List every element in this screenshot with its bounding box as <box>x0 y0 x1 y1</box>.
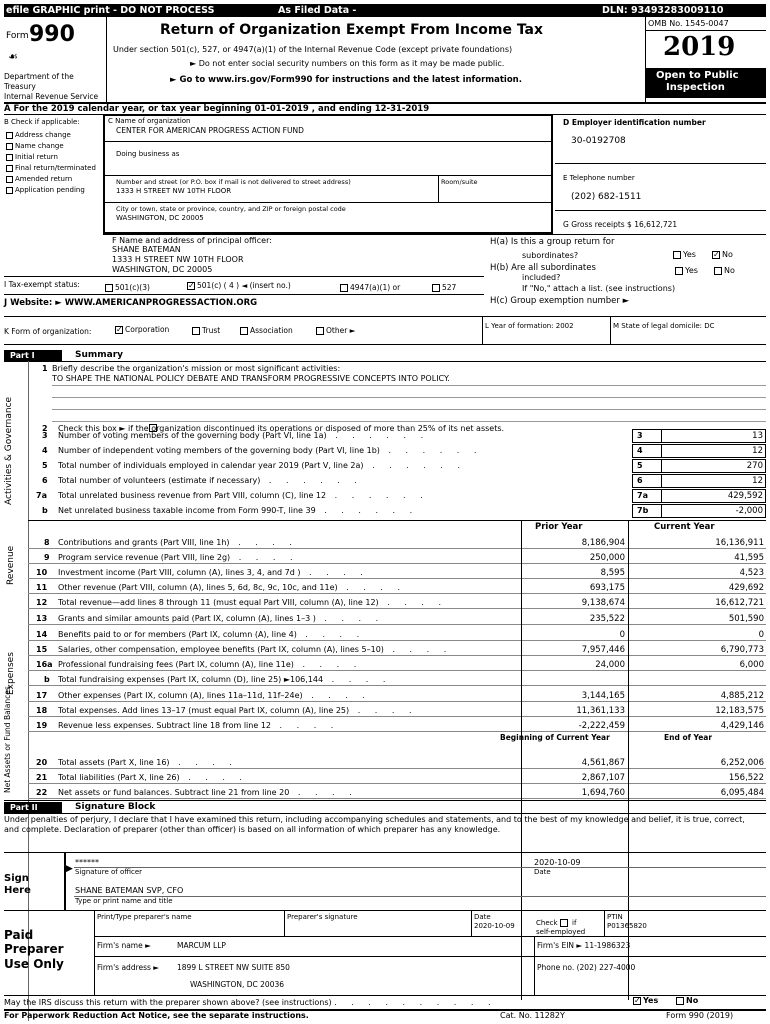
k-assoc-checkbox[interactable] <box>240 327 248 335</box>
leader-dots: . . . . <box>323 675 392 684</box>
row-divider <box>28 670 766 671</box>
expenses-line-num: 15 <box>36 645 48 654</box>
section-b-item-label: Name change <box>15 142 64 150</box>
activity-box-num: 7b <box>632 504 662 518</box>
opt-501c-checkbox[interactable]: ✓ <box>188 281 195 290</box>
ha-label: H(a) Is this a group return for <box>490 237 615 247</box>
dept-line3: Internal Revenue Service <box>4 92 99 101</box>
activity-label <box>58 476 363 485</box>
expenses-prior: -2,222,459 <box>578 721 625 731</box>
expenses-line-num: 18 <box>36 706 48 715</box>
section-b-checkbox[interactable] <box>6 187 13 194</box>
row-divider <box>28 798 766 799</box>
city-label: City or town, state or province, country, and ZIP or foreign postal code <box>116 205 346 213</box>
org-name: CENTER FOR AMERICAN PROGRESS ACTION FUND <box>116 126 304 135</box>
expenses-line-num: 16a <box>36 660 53 669</box>
hb-no-checkbox[interactable] <box>714 267 722 275</box>
revenue-label <box>58 553 299 562</box>
goto-note: ► Go to www.irs.gov/Form990 for instructions and the latest information. <box>170 75 522 85</box>
activity-value: 13 <box>662 429 766 443</box>
expenses-label-text: Total expenses. Add lines 13–17 (must equal Part IX, column (A), line 25) <box>58 706 350 715</box>
hb-yes[interactable]: Yes <box>675 266 698 275</box>
leader-dots: . . . . <box>293 660 363 669</box>
k-assoc[interactable]: Association <box>240 326 293 335</box>
activity-line-num: 5 <box>42 461 48 470</box>
row-divider <box>28 731 766 732</box>
discuss-yes-checkbox[interactable]: ✓ <box>634 995 641 1005</box>
signature-label: Signature of officer <box>75 868 143 876</box>
netassets-label-text: Total assets (Part X, line 16) <box>58 758 170 767</box>
activity-line-num: 4 <box>42 446 48 455</box>
activity-box-num: 4 <box>632 444 662 458</box>
side-activities: Activities & Governance <box>4 396 14 505</box>
ein-value: 30-0192708 <box>571 136 626 146</box>
leader-dots: . . . . . . <box>326 491 429 500</box>
activity-line-num: 3 <box>42 431 48 440</box>
current-year-header: Current Year <box>654 522 715 532</box>
eagle-icon: ☙ <box>8 50 18 63</box>
expenses-label <box>58 614 384 623</box>
self-employed[interactable]: Check if <box>536 919 577 927</box>
part2-tag: Part II <box>4 802 62 813</box>
discuss-no-checkbox[interactable] <box>676 997 684 1005</box>
netassets-line-num: 21 <box>36 773 48 782</box>
section-b-checkbox[interactable] <box>6 143 13 150</box>
activity-value: -2,000 <box>662 504 766 518</box>
leader-dots: . . . . <box>230 553 299 562</box>
dept-line2: Treasury <box>4 82 36 91</box>
activity-value: 270 <box>662 459 766 473</box>
section-b-item-label: Application pending <box>15 186 85 194</box>
section-b-item-label: Amended return <box>15 175 73 183</box>
signature-date: 2020-10-09 <box>534 858 581 867</box>
revenue-label <box>58 598 447 607</box>
phone-label: E Telephone number <box>563 174 635 182</box>
expenses-label-text: Benefits paid to or for members (Part IX, column (A), line 4) <box>58 630 297 639</box>
gross-receipts: G Gross receipts $ 16,612,721 <box>563 220 678 229</box>
signature-arrow-icon: ▶ <box>66 864 73 874</box>
paid-label2: Preparer <box>4 942 64 956</box>
expenses-label-text: Total fundraising expenses (Part IX, column (D), line 25) ►106,144 <box>58 675 324 684</box>
discuss-yes[interactable]: ✓ Yes <box>634 995 659 1005</box>
preparer-date: 2020-10-09 <box>474 922 515 930</box>
phone-value: (202) 682-1511 <box>571 192 642 202</box>
activity-label <box>58 461 466 470</box>
pra-notice: For Paperwork Reduction Act Notice, see the separate instructions. <box>4 1011 309 1020</box>
opt-4947-checkbox[interactable] <box>340 284 348 292</box>
leader-dots: . . . . <box>179 773 248 782</box>
mission-text: TO SHAPE THE NATIONAL POLICY DEBATE AND TRANSFORM PROGRESSIVE CONCEPTS INTO POLICY. <box>52 374 450 383</box>
preparer-name-label: Print/Type preparer's name <box>97 913 192 921</box>
row-divider <box>28 578 766 579</box>
leader-dots: . . . . . . <box>363 461 467 470</box>
firm-name: MARCUM LLP <box>177 941 226 950</box>
row-divider <box>28 593 766 594</box>
officer-title: SHANE BATEMAN SVP, CFO <box>75 886 184 895</box>
ha-no-checkbox[interactable]: ✓ <box>713 249 720 259</box>
leader-dots: . . . . <box>315 614 385 623</box>
side-revenue: Revenue <box>6 545 16 585</box>
leader-dots: . . . . . . <box>379 446 483 455</box>
expenses-current: 4,885,212 <box>720 691 764 701</box>
leader-dots: . . . . . . <box>260 476 363 485</box>
revenue-label-text: Other revenue (Part VIII, column (A), lines 5, 6d, 8c, 9c, 10c, and 11e) <box>58 583 338 592</box>
side-expenses: Expenses <box>6 652 16 695</box>
activity-label <box>58 446 482 455</box>
revenue-label <box>58 568 369 577</box>
officer-addr1: 1333 H STREET NW 10TH FLOOR <box>112 255 244 264</box>
row-divider <box>28 685 766 686</box>
ha-label2: subordinates? <box>522 251 579 260</box>
line-m: M State of legal domicile: DC <box>613 322 715 330</box>
open-line1: Open to Public <box>656 70 739 81</box>
activity-box-num: 6 <box>632 474 662 488</box>
k-other[interactable]: Other ► <box>316 326 355 335</box>
revenue-label <box>58 538 298 547</box>
revenue-current: 4,523 <box>739 568 764 578</box>
activity-label-text: Number of voting members of the governing body (Part VI, line 1a) <box>58 431 327 440</box>
firm-ein: Firm's EIN ► 11-1986323 <box>537 941 631 950</box>
expenses-label <box>58 645 452 654</box>
officer-title-label: Type or print name and title <box>75 897 173 905</box>
line-2-label: Check this box ► if the organization discontinued its operations or disposed of more than 25% of its net assets. <box>58 424 505 433</box>
activity-label-text: Total number of volunteers (estimate if necessary) <box>58 476 261 485</box>
k-trust[interactable]: Trust <box>192 326 220 335</box>
section-f-label: F Name and address of principal officer: <box>112 236 272 245</box>
firm-addr-label: Firm's address ► <box>97 963 160 972</box>
ha-yes-checkbox[interactable] <box>673 251 681 259</box>
netassets-current: 156,522 <box>728 773 764 783</box>
hc-label: H(c) Group exemption number ► <box>490 296 630 306</box>
dept-line1: Department of the <box>4 72 74 81</box>
revenue-current: 429,692 <box>728 583 764 593</box>
section-b-item-label: Address change <box>15 131 71 139</box>
revenue-prior: 8,186,904 <box>581 538 625 548</box>
section-b-checkbox[interactable] <box>6 176 13 183</box>
expenses-label <box>58 675 391 684</box>
leader-dots: . . . . <box>378 598 448 607</box>
part2-title: Signature Block <box>75 802 156 812</box>
expenses-label <box>58 691 371 700</box>
ha-yes[interactable]: Yes <box>673 250 696 259</box>
revenue-line-num: 8 <box>44 538 50 547</box>
self-employed-label: self-employed <box>536 928 586 936</box>
ptin-label: PTIN <box>607 913 623 921</box>
ssn-note: ► Do not enter social security numbers on this form as it may be made public. <box>190 59 505 68</box>
section-b-checkbox[interactable] <box>6 165 13 172</box>
discuss-no[interactable]: No <box>676 996 698 1005</box>
revenue-label <box>58 583 406 592</box>
revenue-label-text: Investment income (Part VIII, column (A), lines 3, 4, and 7d ) <box>58 568 301 577</box>
line-i-label: I Tax-exempt status: <box>4 280 80 289</box>
hb-label: H(b) Are all subordinates <box>490 263 596 273</box>
activity-line-num: 6 <box>42 476 48 485</box>
filed-label: As Filed Data - <box>278 5 357 16</box>
revenue-current: 16,136,911 <box>715 538 764 548</box>
opt-501c3[interactable]: 501(c)(3) <box>105 283 150 292</box>
section-b-checkbox[interactable] <box>6 132 13 139</box>
expenses-label <box>58 660 362 669</box>
discuss-question: May the IRS discuss this return with the preparer shown above? (see instructions) . . . . . . . . . . <box>4 998 497 1007</box>
hb-yes-checkbox[interactable] <box>675 267 683 275</box>
opt-527-checkbox[interactable] <box>432 284 440 292</box>
activity-line-num: b <box>42 506 48 515</box>
section-b-item[interactable] <box>6 186 85 194</box>
paid-label1: Paid <box>4 928 34 942</box>
netassets-label <box>58 758 238 767</box>
revenue-line-num: 12 <box>36 598 48 607</box>
netassets-label <box>58 788 358 797</box>
perjury-text: Under penalties of perjury, I declare that I have examined this return, including accompanying schedules and statements, and to the best of my knowledge and belief, it is true, correct, and complete. Declaration of preparer (other than officer) is based on all information of which preparer has any knowledge. <box>4 815 745 834</box>
activity-label <box>58 506 418 515</box>
expenses-prior: 7,957,446 <box>581 645 625 655</box>
open-line2: Inspection <box>666 82 725 93</box>
section-b-checkbox[interactable] <box>6 154 13 161</box>
form-number: 990 <box>29 22 75 47</box>
form-subtitle: Under section 501(c), 527, or 4947(a)(1) of the Internal Revenue Code (except private foundations) <box>113 45 513 54</box>
efile-label: efile GRAPHIC print - DO NOT PROCESS <box>6 5 215 16</box>
preparer-date-label: Date <box>474 913 491 921</box>
leader-dots: . . . . <box>337 583 406 592</box>
row-divider <box>28 768 766 769</box>
omb-number: OMB No. 1545-0047 <box>648 19 729 28</box>
sign-label1: Sign <box>4 873 29 884</box>
revenue-label-text: Contributions and grants (Part VIII, line 1h) <box>58 538 230 547</box>
activity-label <box>58 431 429 440</box>
side-netassets: Net Assets or Fund Balances <box>3 686 12 793</box>
form-title: Return of Organization Exempt From Income Tax <box>160 22 544 38</box>
paid-label3: Use Only <box>4 957 64 971</box>
form-word: Form <box>6 31 29 41</box>
revenue-current: 16,612,721 <box>715 598 764 608</box>
k-corp-checkbox[interactable]: ✓ <box>116 325 123 334</box>
revenue-line-num: 9 <box>44 553 50 562</box>
expenses-prior: 0 <box>619 630 625 640</box>
revenue-line-num: 10 <box>36 568 48 577</box>
expenses-label <box>58 706 418 715</box>
revenue-prior: 9,138,674 <box>581 598 625 608</box>
activity-label <box>58 491 429 500</box>
cat-number: Cat. No. 11282Y <box>500 1011 565 1020</box>
signature-date-label: Date <box>534 868 551 876</box>
expenses-label <box>58 721 339 730</box>
form-footer: Form 990 (2019) <box>666 1011 734 1020</box>
expenses-label-text: Salaries, other compensation, employee benefits (Part IX, column (A), lines 5–10) <box>58 645 384 654</box>
end-header: End of Year <box>664 733 713 742</box>
section-c-label: C Name of organization <box>108 117 191 125</box>
ptin-value: P01365820 <box>607 922 647 930</box>
netassets-prior: 1,694,760 <box>581 788 625 798</box>
officer-addr2: WASHINGTON, DC 20005 <box>112 265 213 274</box>
section-b-item[interactable] <box>6 175 72 183</box>
line-1-label: Briefly describe the organization's mission or most significant activities: <box>52 364 341 373</box>
expenses-label <box>58 630 365 639</box>
leader-dots: . . . . <box>349 706 418 715</box>
netassets-label-text: Total liabilities (Part X, line 26) <box>58 773 180 782</box>
leader-dots: . . . . <box>229 538 298 547</box>
netassets-label <box>58 773 248 782</box>
firm-addr2: WASHINGTON, DC 20036 <box>190 980 285 989</box>
k-corp[interactable]: ✓ Corporation <box>116 325 170 334</box>
activity-value: 429,592 <box>662 489 766 503</box>
section-b-item[interactable] <box>6 131 71 139</box>
expenses-current: 12,183,575 <box>715 706 764 716</box>
expenses-current: 501,590 <box>728 614 764 624</box>
row-divider <box>28 608 766 609</box>
ein-label: D Employer identification number <box>563 118 706 127</box>
activity-label-text: Net unrelated business taxable income from Form 990-T, line 39 <box>58 506 316 515</box>
activity-value: 12 <box>662 444 766 458</box>
officer-signature: ****** <box>75 858 99 867</box>
expenses-current: 6,000 <box>739 660 764 670</box>
k-trust-checkbox[interactable] <box>192 327 200 335</box>
row-divider <box>28 624 766 625</box>
officer-name: SHANE BATEMAN <box>112 245 181 254</box>
activity-box-num: 3 <box>632 429 662 443</box>
room-label: Room/suite <box>441 178 478 186</box>
expenses-prior: 24,000 <box>595 660 625 670</box>
revenue-prior: 693,175 <box>589 583 625 593</box>
firm-phone: Phone no. (202) 227-4000 <box>537 963 636 972</box>
netassets-prior: 2,867,107 <box>581 773 625 783</box>
leader-dots: . . . . . . <box>326 431 430 440</box>
expenses-line-num: 17 <box>36 691 48 700</box>
expenses-line-num: 14 <box>36 630 48 639</box>
line-1-num: 1 <box>42 364 48 373</box>
prior-year-header: Prior Year <box>535 522 583 532</box>
leader-dots: . . . . <box>271 721 340 730</box>
preparer-sig-label: Preparer's signature <box>287 913 358 921</box>
hb-note: If "No," attach a list. (see instructions) <box>522 284 676 293</box>
row-divider <box>28 548 766 549</box>
netassets-current: 6,252,006 <box>720 758 764 768</box>
leader-dots: . . . . <box>383 645 453 654</box>
tax-year: 2019 <box>663 32 736 62</box>
city-value: WASHINGTON, DC 20005 <box>116 214 204 222</box>
dba-label: Doing business as <box>116 150 180 158</box>
expenses-prior: 3,144,165 <box>581 691 625 701</box>
revenue-prior: 250,000 <box>589 553 625 563</box>
self-employed-checkbox[interactable] <box>560 919 568 927</box>
expenses-label-text: Professional fundraising fees (Part IX, column (A), line 11e) <box>58 660 294 669</box>
line-j: J Website: ► WWW.AMERICANPROGRESSACTION.ORG <box>4 298 258 308</box>
dln-label: DLN: 93493283009110 <box>602 5 724 16</box>
section-b-item-label: Final return/terminated <box>15 164 96 172</box>
activity-label-text: Total number of individuals employed in calendar year 2019 (Part V, line 2a) <box>58 461 364 470</box>
part1-tag: Part I <box>4 350 62 361</box>
opt-527[interactable]: 527 <box>432 283 456 292</box>
activity-label-text: Total unrelated business revenue from Part VIII, column (C), line 12 <box>58 491 327 500</box>
line-k-label: K Form of organization: <box>4 327 92 336</box>
leader-dots: . . . . <box>169 758 238 767</box>
sign-label2: Here <box>4 885 31 896</box>
expenses-label-text: Revenue less expenses. Subtract line 18 from line 12 <box>58 721 271 730</box>
firm-addr1: 1899 L STREET NW SUITE 850 <box>177 963 290 972</box>
opt-501c[interactable]: ✓ 501(c) ( 4 ) ◄ (insert no.) <box>188 281 291 290</box>
expenses-current: 6,790,773 <box>720 645 764 655</box>
revenue-prior: 8,595 <box>600 568 625 578</box>
section-b-label: B Check if applicable: <box>4 118 80 126</box>
row-divider <box>28 716 766 717</box>
hb-label2: included? <box>522 273 561 282</box>
section-b-item[interactable] <box>6 153 58 161</box>
street-value: 1333 H STREET NW 10TH FLOOR <box>116 187 232 195</box>
activity-box-num: 5 <box>632 459 662 473</box>
revenue-label-text: Program service revenue (Part VIII, line 2g) <box>58 553 231 562</box>
section-b-item[interactable] <box>6 164 96 172</box>
revenue-label-text: Total revenue—add lines 8 through 11 (must equal Part VIII, column (A), line 12) <box>58 598 379 607</box>
expenses-current: 4,429,146 <box>720 721 764 731</box>
row-divider <box>28 701 766 702</box>
netassets-current: 6,095,484 <box>720 788 764 798</box>
line-l: L Year of formation: 2002 <box>485 322 574 330</box>
expenses-line-num: 19 <box>36 721 48 730</box>
expenses-prior: 235,522 <box>589 614 625 624</box>
expenses-current: 0 <box>758 630 764 640</box>
row-divider <box>28 640 766 641</box>
activity-value: 12 <box>662 474 766 488</box>
leader-dots: . . . . . . <box>315 506 419 515</box>
part1-title: Summary <box>75 350 124 360</box>
netassets-prior: 4,561,867 <box>581 758 625 768</box>
netassets-line-num: 22 <box>36 788 48 797</box>
activity-label-text: Number of independent voting members of the governing body (Part VI, line 1b) <box>58 446 380 455</box>
section-b-item[interactable] <box>6 142 64 150</box>
leader-dots: . . . . <box>296 630 366 639</box>
opt-4947[interactable]: 4947(a)(1) or <box>340 283 400 292</box>
k-other-checkbox[interactable] <box>316 327 324 335</box>
line-2-num: 2 <box>42 424 48 433</box>
netassets-line-num: 20 <box>36 758 48 767</box>
row-divider <box>28 783 766 784</box>
opt-501c3-checkbox[interactable] <box>105 284 113 292</box>
street-label: Number and street (or P.O. box if mail is not delivered to street address) <box>116 178 351 186</box>
netassets-label-text: Net assets or fund balances. Subtract line 21 from line 20 <box>58 788 290 797</box>
expenses-line-num: b <box>44 675 50 684</box>
section-b-item-label: Initial return <box>15 153 58 161</box>
leader-dots: . . . . <box>300 568 369 577</box>
activity-box-num: 7a <box>632 489 662 503</box>
expenses-label-text: Other expenses (Part IX, column (A), lines 11a–11d, 11f–24e) <box>58 691 303 700</box>
activity-line-num: 7a <box>36 491 47 500</box>
hb-no[interactable]: No <box>714 266 735 275</box>
revenue-current: 41,595 <box>734 553 764 563</box>
begin-header: Beginning of Current Year <box>500 733 610 742</box>
line-a: A For the 2019 calendar year, or tax year beginning 01-01-2019 , and ending 12-31-2019 <box>4 104 430 114</box>
revenue-line-num: 11 <box>36 583 48 592</box>
expenses-prior: 11,361,133 <box>576 706 625 716</box>
leader-dots: . . . . <box>289 788 358 797</box>
ha-no[interactable]: ✓ No <box>713 249 733 259</box>
expenses-label-text: Grants and similar amounts paid (Part IX, column (A), lines 1–3 ) <box>58 614 316 623</box>
row-divider <box>28 655 766 656</box>
leader-dots: . . . . <box>302 691 371 700</box>
firm-name-label: Firm's name ► <box>97 941 151 950</box>
row-divider <box>28 563 766 564</box>
expenses-line-num: 13 <box>36 614 48 623</box>
